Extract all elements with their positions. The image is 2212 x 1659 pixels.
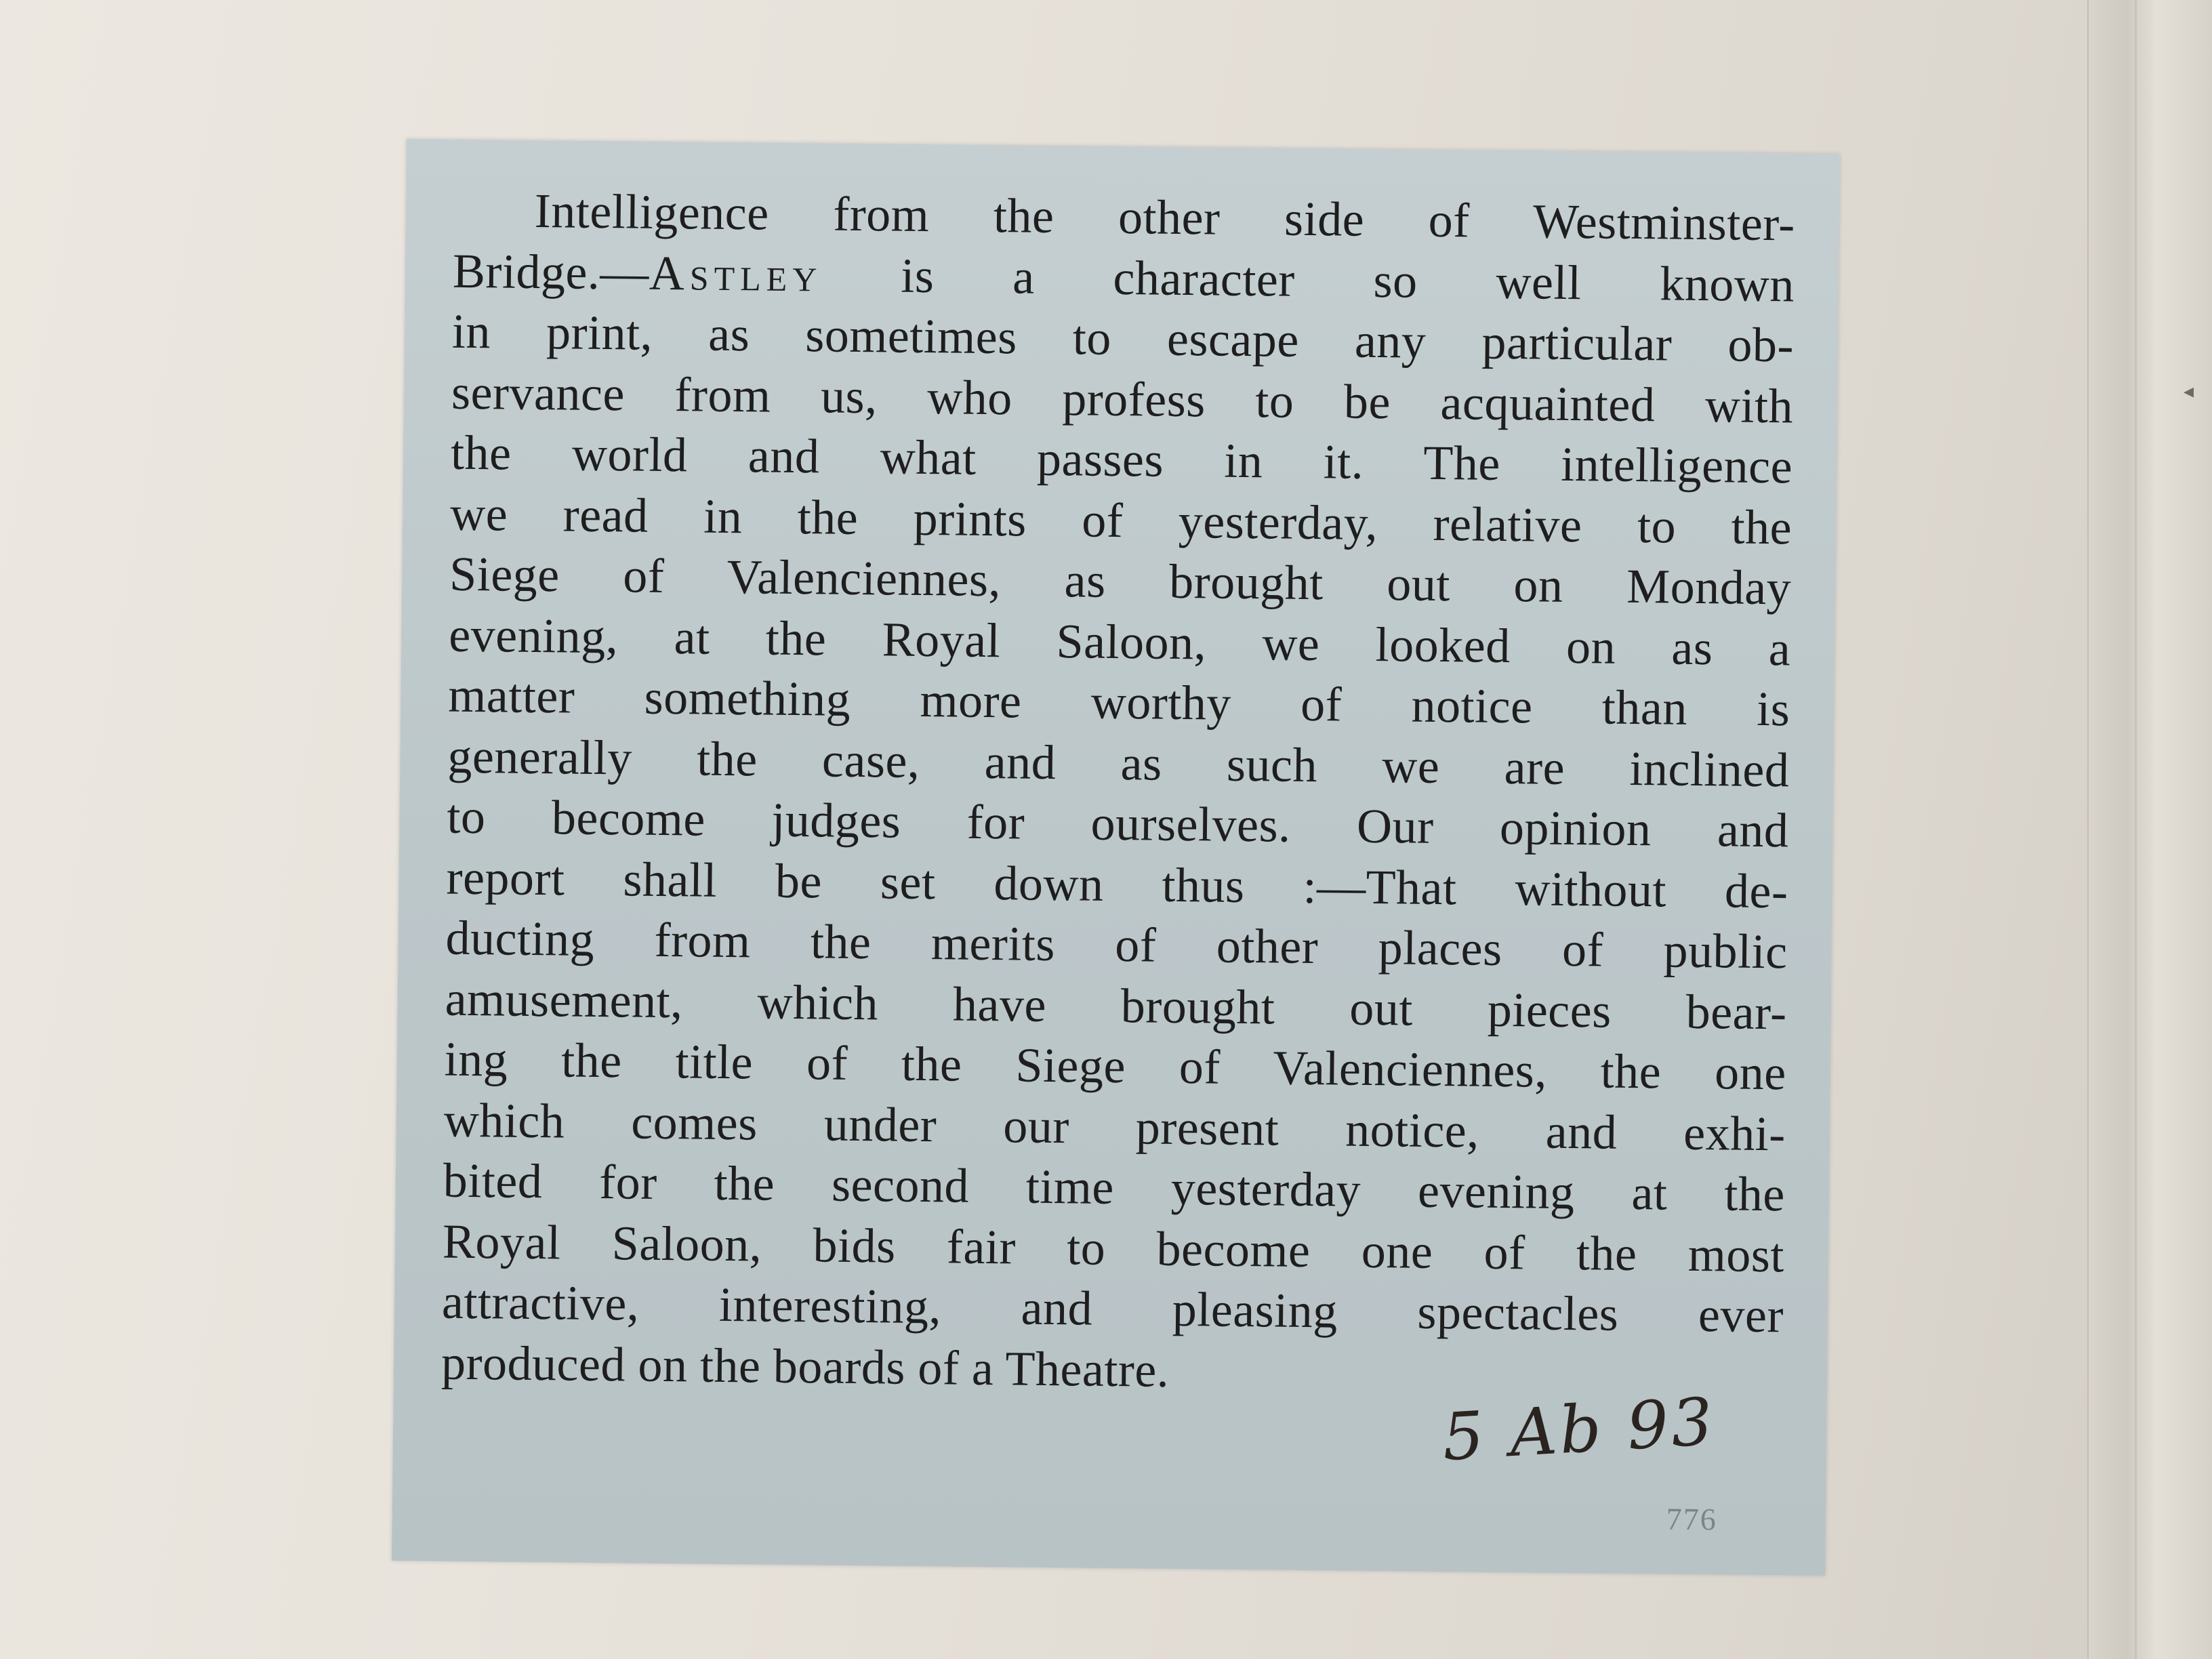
clipping-line: we read in the prints of yesterday, relative to the [449, 486, 1793, 554]
clipping-line: report shall be set down thus :—That without de- [446, 850, 1788, 918]
clipping-line: ing the title of the Siege of Valenciennes, the one [444, 1031, 1787, 1101]
clipping-line: bited for the second time yesterday evening at the [443, 1153, 1786, 1222]
clipping-line: produced on the boards of a Theatre. [441, 1335, 1170, 1397]
page-number: 776 [1666, 1501, 1718, 1537]
clipping-line: amusement, which have brought out pieces bear- [445, 971, 1788, 1040]
clipping-line: which comes under our present notice, and exhi- [443, 1092, 1786, 1161]
clipping-text [441, 180, 1796, 1408]
clipping-line: Royal Saloon, bids fair to become one of the most [442, 1214, 1785, 1282]
clipping-line: matter something more worthy of notice than is [447, 668, 1790, 737]
clipping-line: attractive, interesting, and pleasing spectacles ever [441, 1274, 1784, 1343]
binding-edge [2087, 0, 2212, 1659]
name-astley: Astley [649, 245, 823, 302]
clipping-line: ducting from the merits of other places of public [445, 910, 1788, 979]
clipping-line: evening, at the Royal Saloon, we looked on as a [448, 607, 1791, 676]
clipping-line: the world and what passes in it. The intelligence [450, 425, 1793, 494]
clipping-line: servance from us, who profess to be acquainted with [451, 365, 1794, 433]
handwritten-date: 5 Ab 93 [1440, 1383, 1718, 1476]
clipping-line-part: Bridge.— [452, 243, 650, 300]
clipping-line: generally the case, and as such we are inclined [447, 729, 1790, 797]
clipping-line: Intelligence from the other side of Westminster- [534, 183, 1796, 251]
clipping-line-part: is a character so well known [900, 248, 1795, 312]
clipping-line: in print, as sometimes to escape any particular ob- [451, 304, 1795, 373]
clipping-line: to become judges for ourselves. Our opinion and [447, 789, 1789, 858]
newspaper-clipping [392, 139, 1840, 1576]
clipping-line: Siege of Valenciennes, as brought out on Monday [449, 546, 1792, 615]
binding-fold-line [2135, 0, 2137, 1659]
edge-arrow-icon: ◂ [2184, 380, 2194, 403]
